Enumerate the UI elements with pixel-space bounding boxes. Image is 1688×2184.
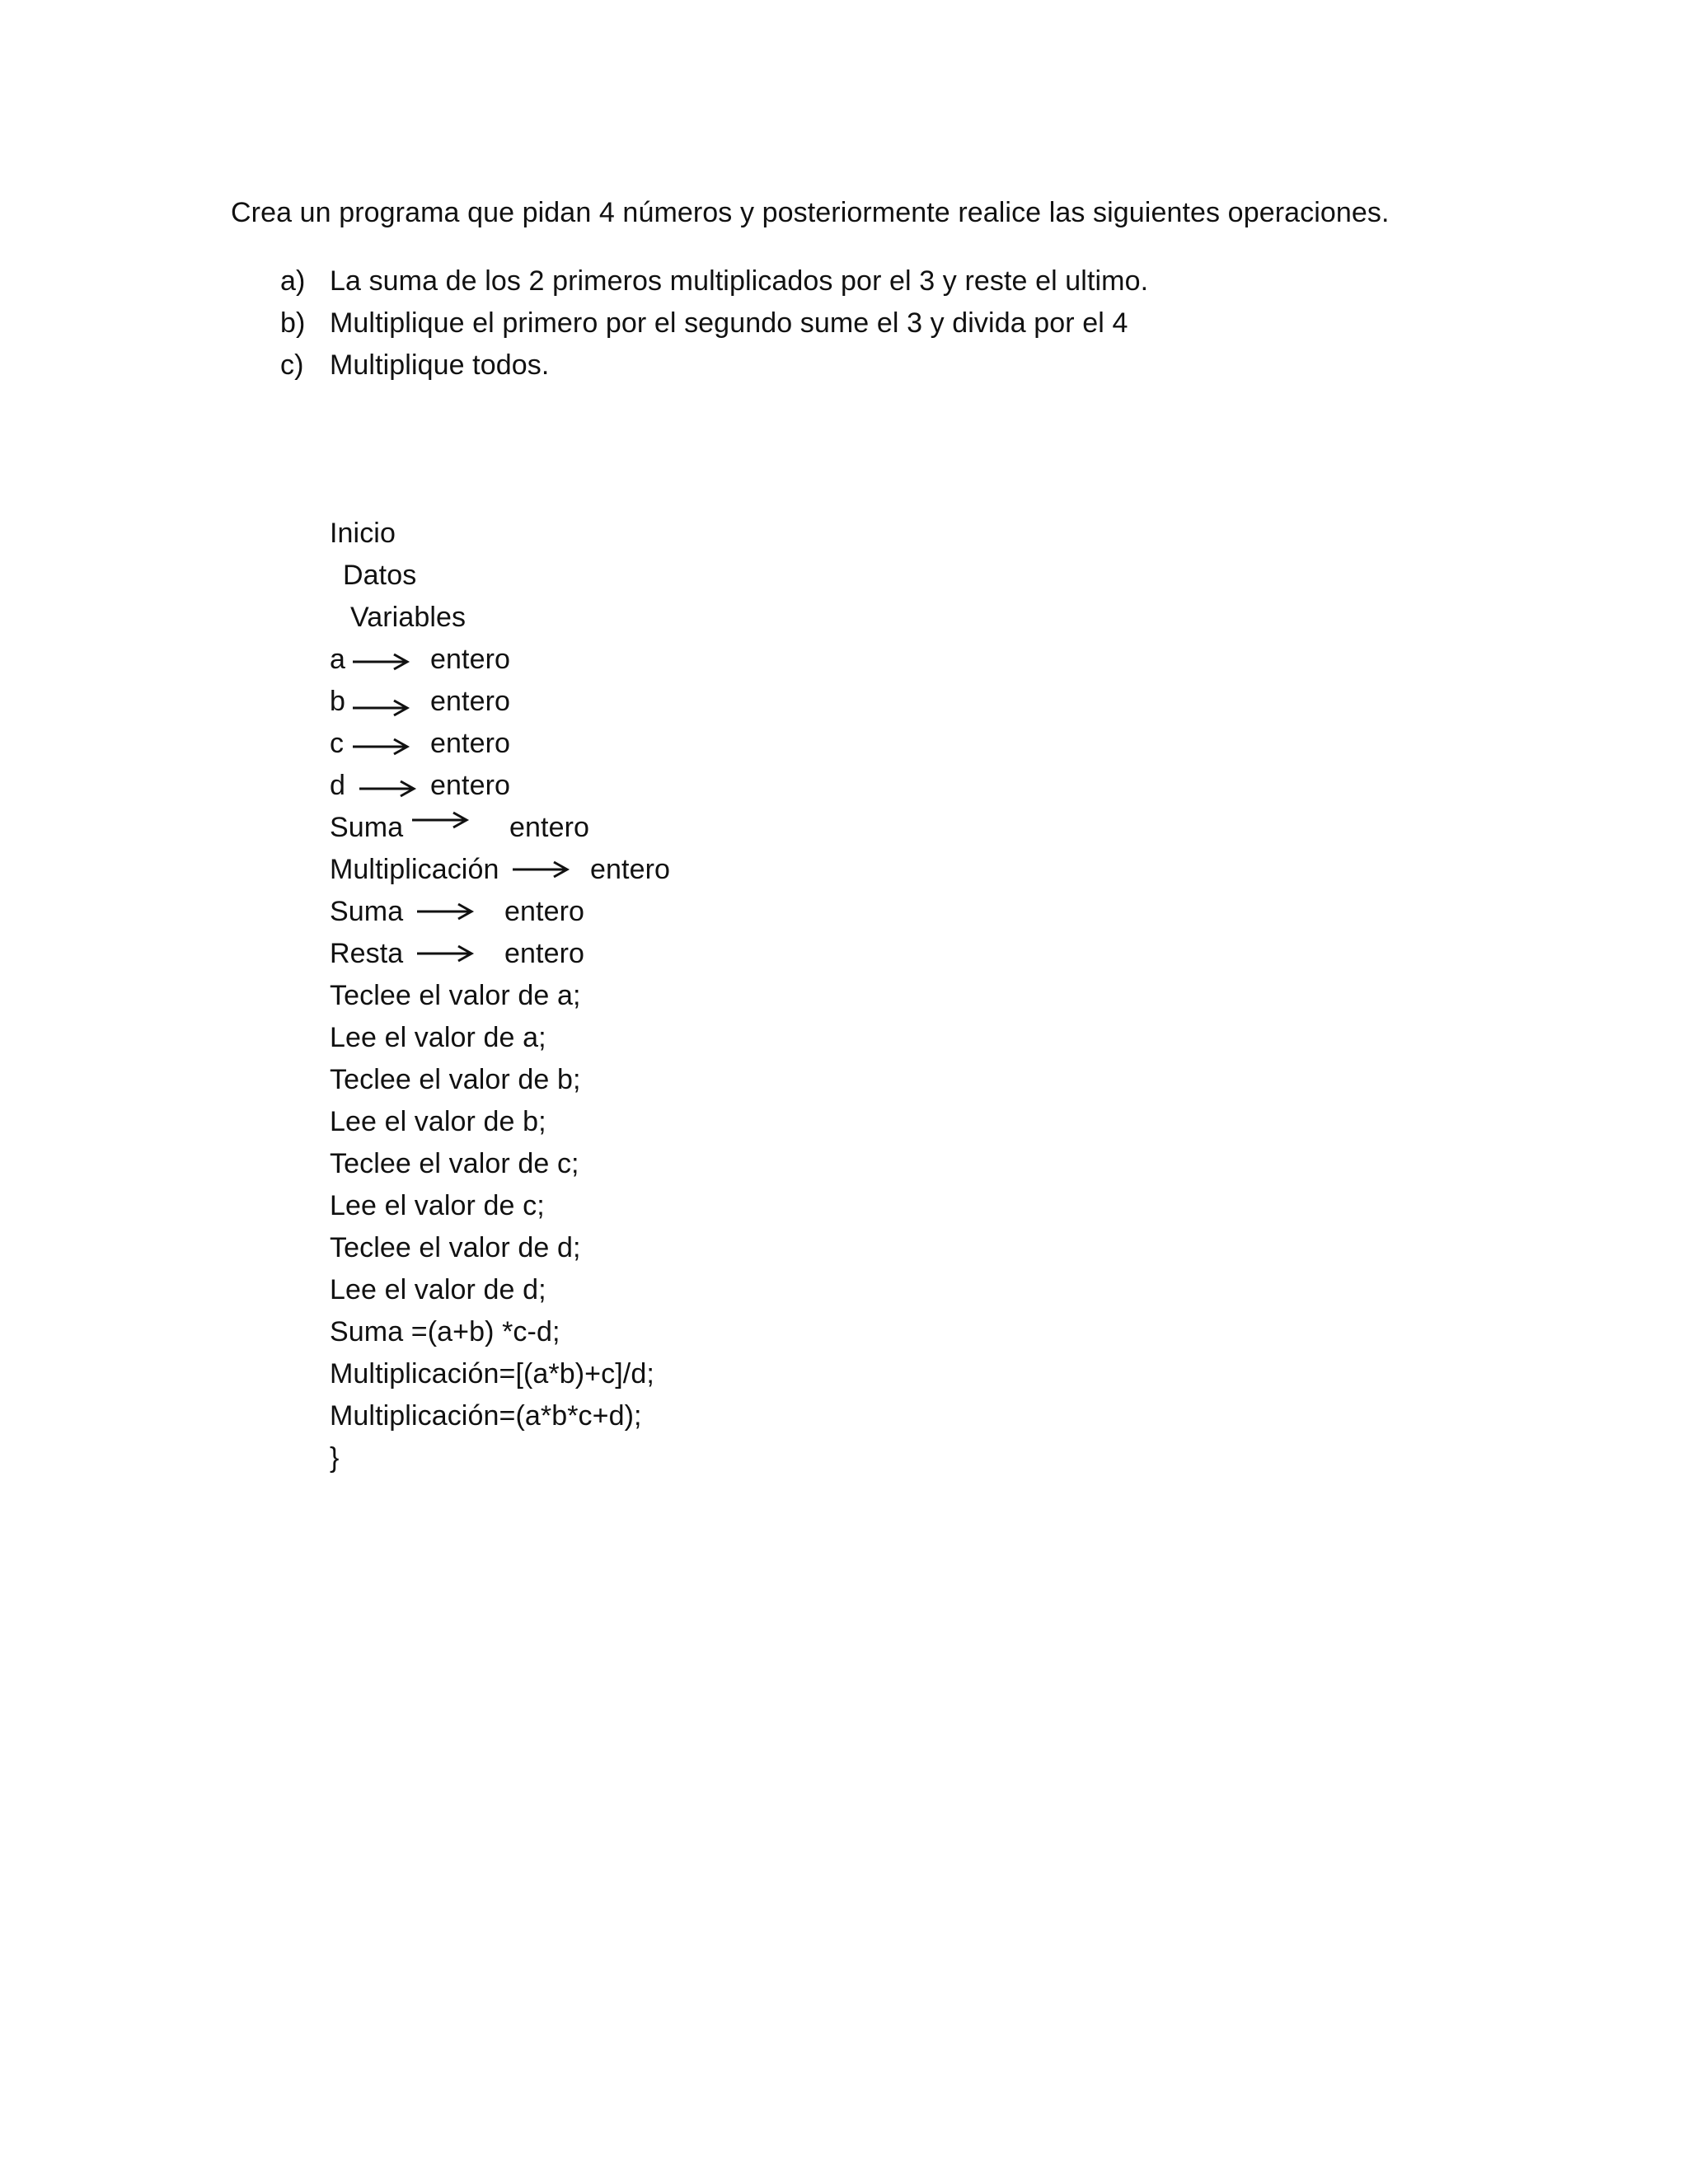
task-text-c: Multiplique todos. — [330, 349, 550, 381]
task-marker-a: a) — [280, 265, 306, 297]
intro-text: Crea un programa que pidan 4 números y posteriormente realice las siguientes operaciones. — [231, 197, 1390, 228]
declaration-name: a — [330, 644, 346, 675]
declaration-type: entero — [430, 728, 511, 759]
task-text-a: La suma de los 2 primeros multiplicados por el 3 y reste el ultimo. — [330, 265, 1149, 297]
declaration-name: Suma — [330, 896, 404, 927]
declaration-type: entero — [430, 770, 511, 801]
right-arrow-icon — [410, 811, 470, 829]
algorithm-step: Teclee el valor de c; — [330, 1148, 579, 1179]
declaration-type: entero — [430, 644, 511, 675]
declaration-type: entero — [504, 938, 585, 969]
algorithm-step: Multiplicación=(a*b*c+d); — [330, 1400, 642, 1432]
declaration-name: Resta — [330, 938, 404, 969]
declaration-name: Suma — [330, 812, 404, 843]
declaration-type: entero — [509, 812, 590, 843]
algorithm-step: Suma =(a+b) *c-d; — [330, 1316, 560, 1347]
algorithm-variables: Variables — [350, 602, 467, 633]
algorithm-step: Lee el valor de b; — [330, 1106, 546, 1137]
right-arrow-icon — [351, 699, 410, 717]
algorithm-step: Multiplicación=[(a*b)+c]/d; — [330, 1358, 654, 1390]
task-text-b: Multiplique el primero por el segundo sume el 3 y divida por el 4 — [330, 307, 1128, 339]
declaration-name: b — [330, 686, 346, 717]
algorithm-step: Teclee el valor de d; — [330, 1232, 581, 1263]
algorithm-inicio: Inicio — [330, 518, 396, 549]
algorithm-step: Teclee el valor de a; — [330, 980, 581, 1011]
task-marker-c: c) — [280, 349, 304, 381]
algorithm-datos: Datos — [343, 560, 417, 591]
declaration-name: d — [330, 770, 346, 801]
declaration-type: entero — [430, 686, 511, 717]
algorithm-step: Lee el valor de d; — [330, 1274, 546, 1305]
algorithm-step: Lee el valor de a; — [330, 1022, 546, 1053]
algorithm-step: Lee el valor de c; — [330, 1190, 545, 1221]
right-arrow-icon — [351, 738, 410, 756]
declaration-type: entero — [504, 896, 585, 927]
closing-brace: } — [330, 1442, 340, 1474]
algorithm-step: Teclee el valor de b; — [330, 1064, 581, 1095]
right-arrow-icon — [351, 653, 410, 671]
right-arrow-icon — [358, 780, 417, 798]
task-marker-b: b) — [280, 307, 306, 339]
right-arrow-icon — [511, 860, 570, 879]
declaration-name: Multiplicación — [330, 854, 499, 885]
right-arrow-icon — [415, 944, 475, 963]
right-arrow-icon — [415, 902, 475, 921]
declaration-name: c — [330, 728, 345, 759]
declaration-type: entero — [590, 854, 671, 885]
